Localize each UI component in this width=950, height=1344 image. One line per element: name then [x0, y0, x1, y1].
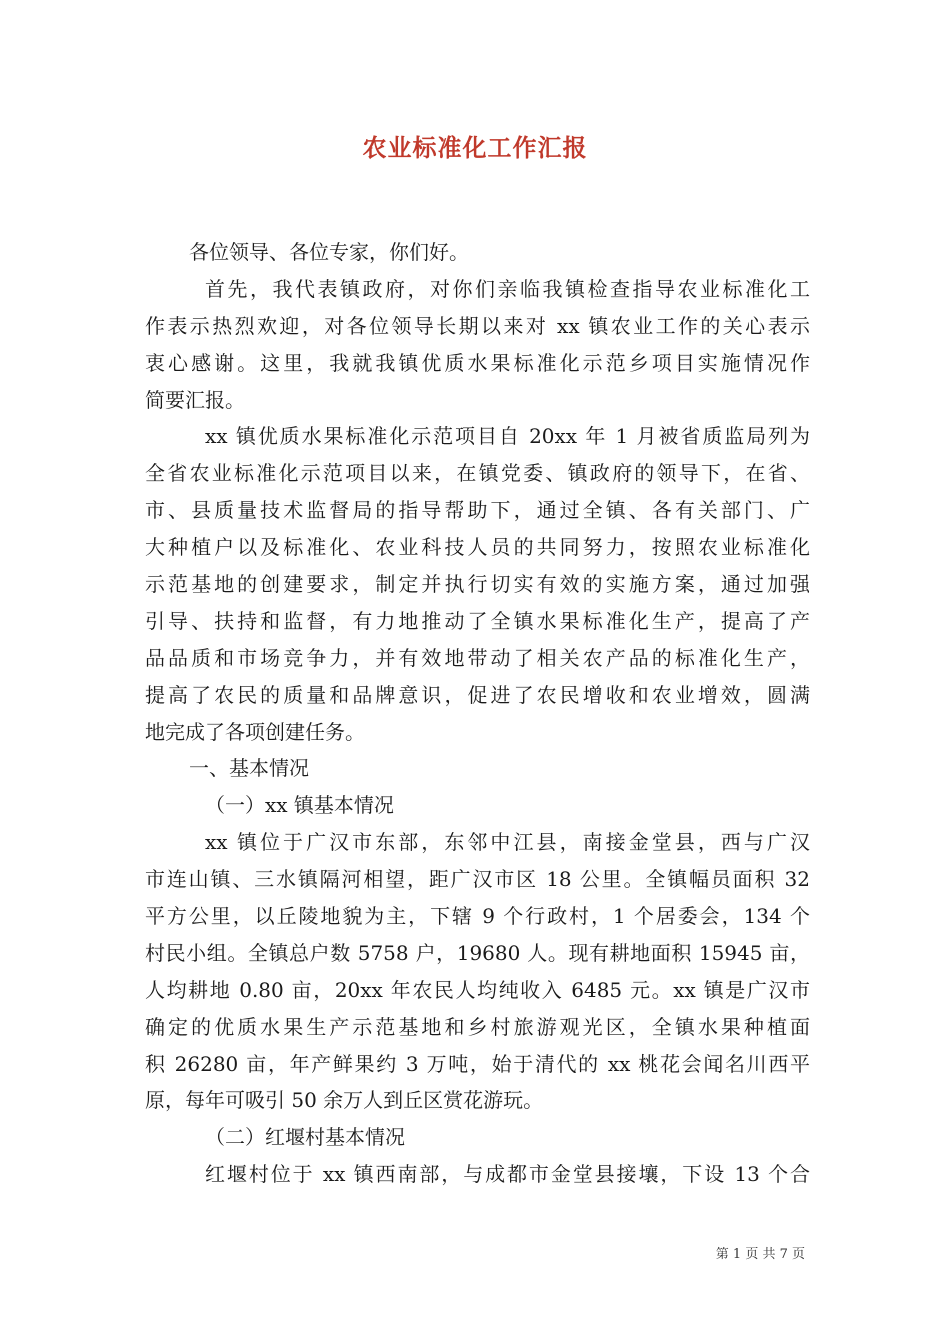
paragraph-line: 作表示热烈欢迎，对各位领导长期以来对 xx 镇农业工作的关心表示	[145, 313, 810, 338]
section-heading: 一、基本情况	[189, 756, 309, 781]
paragraph-line: 原，每年可吸引 50 余万人到丘区赏花游玩。	[145, 1088, 544, 1113]
paragraph-line: 大种植户以及标准化、农业科技人员的共同努力，按照农业标准化	[145, 535, 810, 560]
paragraph-line: 确定的优质水果生产示范基地和乡村旅游观光区，全镇水果种植面	[145, 1014, 810, 1039]
subsection-heading: （一）xx 镇基本情况	[205, 793, 394, 818]
paragraph-line: 引导、扶持和监督，有力地推动了全镇水果标准化生产，提高了产	[145, 608, 810, 633]
paragraph-line: 地完成了各项创建任务。	[145, 719, 365, 744]
paragraph-line: 积 26280 亩，年产鲜果约 3 万吨，始于清代的 xx 桃花会闻名川西平	[145, 1051, 810, 1076]
paragraph-line: 全省农业标准化示范项目以来，在镇党委、镇政府的领导下，在省、	[145, 461, 810, 486]
paragraph-line: 提高了农民的质量和品牌意识，促进了农民增收和农业增效，圆满	[145, 682, 810, 707]
paragraph-line: xx 镇优质水果标准化示范项目自 20xx 年 1 月被省质监局列为	[205, 424, 810, 449]
paragraph-line: 品品质和市场竞争力，并有效地带动了相关农产品的标准化生产，	[145, 645, 810, 670]
paragraph-line: 首先，我代表镇政府，对你们亲临我镇检查指导农业标准化工	[205, 276, 810, 301]
document-title: 农业标准化工作汇报	[362, 133, 588, 162]
paragraph-line: 村民小组。全镇总户数 5758 户，19680 人。现有耕地面积 15945 亩，	[145, 940, 810, 965]
paragraph-line: xx 镇位于广汉市东部，东邻中江县，南接金堂县，西与广汉	[205, 830, 810, 855]
paragraph-line: 红堰村位于 xx 镇西南部，与成都市金堂县接壤，下设 13 个合	[205, 1162, 810, 1187]
paragraph-line: 市、县质量技术监督局的指导帮助下，通过全镇、各有关部门、广	[145, 498, 810, 523]
paragraph-line: 示范基地的创建要求，制定并执行切实有效的实施方案，通过加强	[145, 572, 810, 597]
document-body	[145, 234, 810, 1193]
paragraph-line: 人均耕地 0.80 亩，20xx 年农民人均纯收入 6485 元。xx 镇是广汉市	[145, 977, 810, 1002]
paragraph-line: 平方公里，以丘陵地貌为主，下辖 9 个行政村，1 个居委会，134 个	[145, 904, 810, 929]
subsection-heading: （二）红堰村基本情况	[205, 1125, 405, 1150]
paragraph-line: 市连山镇、三水镇隔河相望，距广汉市区 18 公里。全镇幅员面积 32	[145, 867, 810, 892]
paragraph-line: 简要汇报。	[145, 387, 245, 412]
greeting-line: 各位领导、各位专家，你们好。	[189, 240, 469, 264]
page-number: 第 1 页 共 7 页	[715, 1247, 805, 1262]
paragraph-line: 衷心感谢。这里，我就我镇优质水果标准化示范乡项目实施情况作	[145, 350, 810, 375]
